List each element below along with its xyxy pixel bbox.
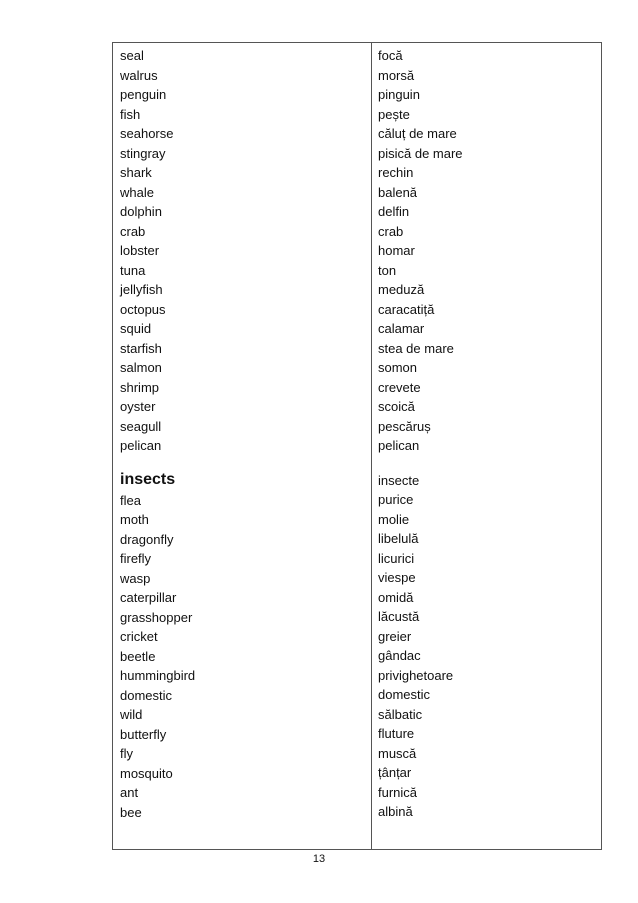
english-word: whale bbox=[120, 184, 154, 200]
english-word: wild bbox=[120, 707, 143, 722]
romanian-column bbox=[378, 46, 463, 822]
romanian-word: muscă bbox=[378, 745, 417, 761]
romanian-word: purice bbox=[378, 492, 414, 507]
english-word: crab bbox=[120, 223, 146, 239]
english-word: cricket bbox=[120, 629, 158, 644]
english-word: bee bbox=[120, 804, 142, 820]
page-number: 13 bbox=[312, 853, 326, 865]
romanian-word: pescăruș bbox=[378, 418, 431, 434]
english-word: salmon bbox=[120, 360, 162, 375]
romanian-word: pinguin bbox=[378, 87, 420, 102]
section-gap bbox=[378, 456, 463, 469]
english-word: flea bbox=[120, 492, 141, 508]
english-word: jellyfish bbox=[120, 282, 163, 297]
english-word: stingray bbox=[120, 145, 166, 161]
romanian-word: lăcustă bbox=[378, 609, 420, 624]
english-word: caterpillar bbox=[120, 590, 177, 605]
english-word: oyster bbox=[120, 399, 156, 414]
english-word: tuna bbox=[120, 262, 146, 278]
english-word: shark bbox=[120, 165, 152, 180]
english-word: seagull bbox=[120, 418, 162, 434]
romanian-word: homar bbox=[378, 243, 415, 258]
english-word: beetle bbox=[120, 648, 156, 664]
english-word: mosquito bbox=[120, 765, 173, 781]
english-word: squid bbox=[120, 321, 152, 336]
romanian-word: focă bbox=[378, 48, 403, 63]
english-word: lobster bbox=[120, 243, 160, 258]
romanian-word: pește bbox=[378, 106, 410, 122]
romanian-word: libelulă bbox=[378, 531, 419, 546]
romanian-word: furnică bbox=[378, 784, 418, 800]
english-word: hummingbird bbox=[120, 668, 196, 683]
english-word: penguin bbox=[120, 87, 167, 102]
romanian-word: somon bbox=[378, 360, 418, 375]
english-word: seahorse bbox=[120, 126, 174, 141]
english-word: starfish bbox=[120, 340, 162, 356]
english-word: seal bbox=[120, 48, 144, 63]
english-word: dolphin bbox=[120, 204, 162, 219]
romanian-word: țânțar bbox=[378, 765, 412, 780]
english-word: fish bbox=[120, 106, 141, 122]
romanian-word: licurici bbox=[378, 550, 415, 566]
english-word: octopus bbox=[120, 301, 166, 317]
romanian-word: ton bbox=[378, 262, 397, 278]
english-word: pelican bbox=[120, 438, 162, 453]
section-heading-insecte: insecte bbox=[378, 472, 420, 488]
english-column bbox=[120, 46, 195, 822]
romanian-word: pelican bbox=[378, 438, 420, 453]
romanian-word: căluț de mare bbox=[378, 126, 457, 141]
romanian-word: balenă bbox=[378, 184, 418, 200]
romanian-word: caracatiță bbox=[378, 301, 435, 317]
romanian-word: sălbatic bbox=[378, 706, 423, 722]
section-gap bbox=[120, 456, 195, 469]
romanian-word: greier bbox=[378, 628, 412, 644]
column-divider bbox=[371, 43, 372, 849]
english-word: firefly bbox=[120, 551, 152, 566]
english-word: grasshopper bbox=[120, 609, 193, 625]
romanian-word: viespe bbox=[378, 570, 416, 585]
romanian-word: meduză bbox=[378, 282, 425, 297]
romanian-word: morsă bbox=[378, 67, 415, 83]
romanian-word: albină bbox=[378, 804, 413, 819]
romanian-word: delfin bbox=[378, 204, 410, 219]
romanian-word: crevete bbox=[378, 379, 421, 395]
english-word: butterfly bbox=[120, 726, 167, 742]
vocabulary-table bbox=[112, 42, 602, 850]
english-word: ant bbox=[120, 785, 139, 800]
romanian-word: crab bbox=[378, 223, 404, 239]
english-word: wasp bbox=[120, 570, 151, 586]
romanian-word: molie bbox=[378, 511, 410, 527]
romanian-word: domestic bbox=[378, 687, 431, 702]
english-word: shrimp bbox=[120, 379, 160, 395]
romanian-word: calamar bbox=[378, 321, 425, 336]
romanian-word: stea de mare bbox=[378, 340, 454, 356]
romanian-word: omidă bbox=[378, 589, 414, 605]
english-word: domestic bbox=[120, 687, 173, 703]
romanian-word: gândac bbox=[378, 648, 421, 663]
romanian-word: pisică de mare bbox=[378, 145, 463, 161]
romanian-word: privighetoare bbox=[378, 667, 454, 683]
romanian-word: scoică bbox=[378, 399, 415, 414]
english-word: dragonfly bbox=[120, 531, 174, 547]
english-word: moth bbox=[120, 512, 149, 527]
english-word: fly bbox=[120, 746, 133, 761]
romanian-word: fluture bbox=[378, 726, 415, 741]
english-word: walrus bbox=[120, 67, 158, 83]
section-heading-insects: insects bbox=[120, 470, 176, 488]
romanian-word: rechin bbox=[378, 165, 414, 180]
